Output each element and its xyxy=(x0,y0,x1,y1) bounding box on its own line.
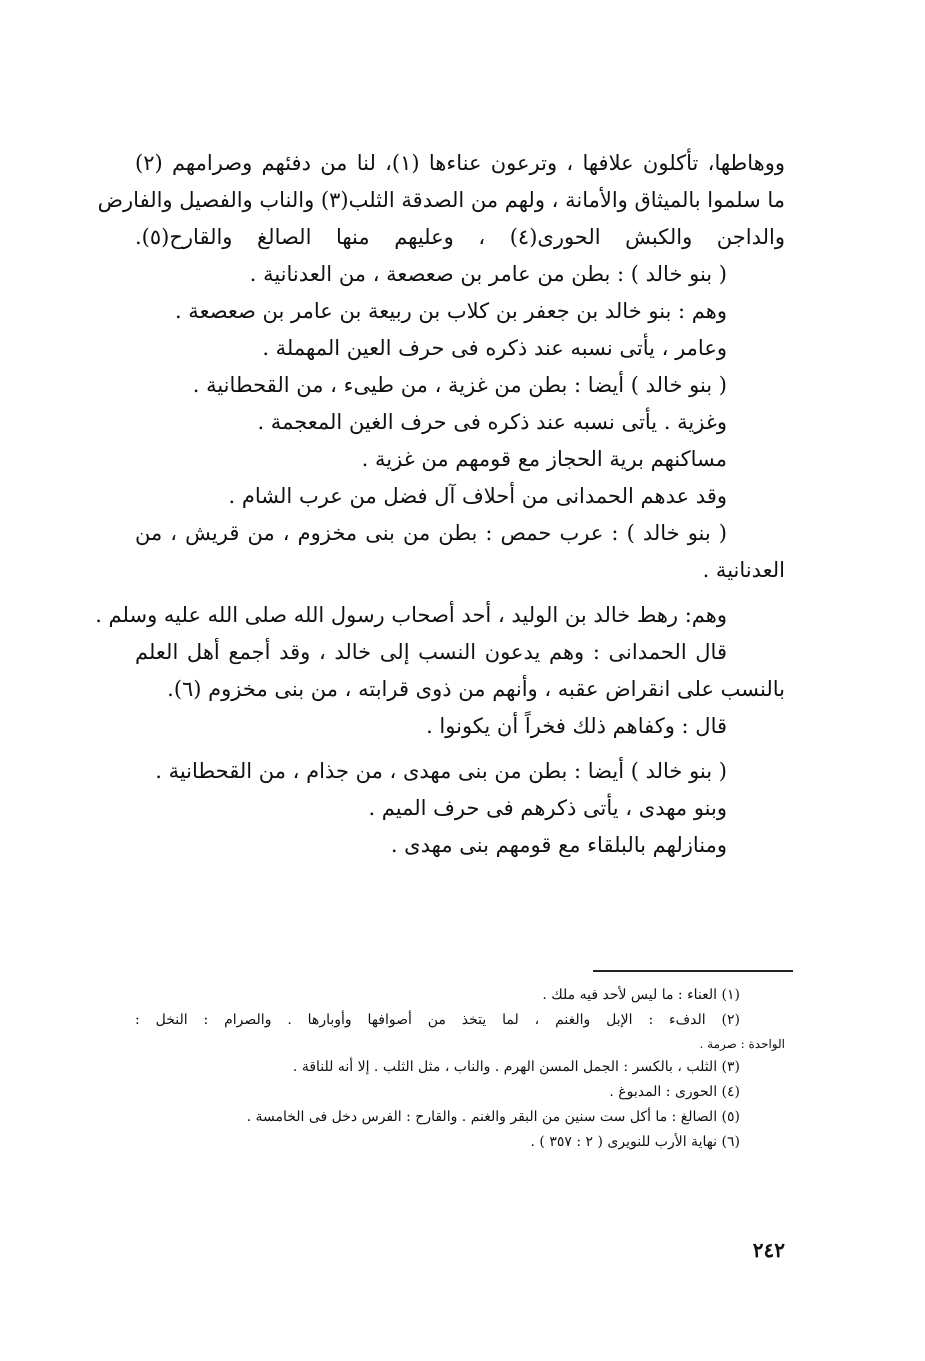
text-line: وقد عدهم الحمدانى من أحلاف آل فضل من عرب الشام . xyxy=(228,484,727,508)
text-line: والداجن والكبش الحورى(٤) ، وعليهم منها الصالغ والقارح(٥). xyxy=(135,225,785,249)
footnote-continuation: الواحدة : صرمة . xyxy=(699,1037,785,1051)
text-line: وهم: رهط خالد بن الوليد ، أحد أصحاب رسول الله صلى الله عليه وسلم . xyxy=(95,603,727,627)
text-line: ووهاطها، تأكلون علافها ، وترعون عناءها (١)، لنا من دفئهم وصرامهم (٢) xyxy=(135,151,785,175)
text-line: وهم : بنو خالد بن جعفر بن كلاب بن ربيعة بن عامر بن صعصعة . xyxy=(174,299,727,323)
main-text xyxy=(95,145,785,864)
footnotes xyxy=(135,983,785,1155)
footnote: (٦) نهاية الأرب للنويرى ( ٢ : ٣٥٧ ) . xyxy=(530,1134,740,1150)
text-line: ( بنو خالد ) : عرب حمص : بطن من بنى مخزوم ، من قريش ، من xyxy=(135,521,727,545)
text-line: وعامر ، يأتى نسبه عند ذكره فى حرف العين المهملة . xyxy=(262,336,727,360)
text-line: ما سلموا بالميثاق والأمانة ، ولهم من الصدقة الثلب(٣) والناب والفصيل والفارض xyxy=(97,188,785,212)
text-line: ومنازلهم بالبلقاء مع قومهم بنى مهدى . xyxy=(390,833,727,857)
text-line: ( بنو خالد ) أيضا : بطن من بنى مهدى ، من جذام ، من القحطانية . xyxy=(155,759,727,783)
text-line: قال الحمدانى : وهم يدعون النسب إلى خالد ، وقد أجمع أهل العلم xyxy=(135,640,727,664)
text-line: ( بنو خالد ) أيضا : بطن من غزية ، من طيىء ، من القحطانية . xyxy=(192,373,727,397)
text-line: قال : وكفاهم ذلك فخراً أن يكونوا . xyxy=(426,714,727,738)
footnote: (١) العناء : ما ليس لأحد فيه ملك . xyxy=(542,987,740,1003)
text-line: مساكنهم برية الحجاز مع قومهم من غزية . xyxy=(361,447,727,471)
footnote: (٥) الصالغ : ما أكل ست سنين من البقر والغنم . والقارح : الفرس دخل فى الخامسة . xyxy=(246,1109,740,1125)
text-line: وبنو مهدى ، يأتى ذكرهم فى حرف الميم . xyxy=(368,796,727,820)
text-line: ( بنو خالد ) : بطن من عامر بن صعصعة ، من العدنانية . xyxy=(249,262,727,286)
footnote: (٢) الدفء : الإبل والغنم ، لما يتخذ من أصوافها وأوبارها . والصرام : النخل : xyxy=(135,1012,740,1028)
footnote: (٤) الحورى : المدبوغ . xyxy=(609,1084,740,1100)
footnote-divider xyxy=(593,970,793,972)
page-number: ٢٤٢ xyxy=(752,1238,785,1262)
text-line: العدنانية . xyxy=(702,558,785,582)
text-line: وغزية . يأتى نسبه عند ذكره فى حرف الغين المعجمة . xyxy=(257,410,727,434)
text-line: بالنسب على انقراض عقبه ، وأنهم من ذوى قرابته ، من بنى مخزوم (٦). xyxy=(167,677,785,701)
footnote: (٣) الثلب ، بالكسر : الجمل المسن الهرم . والناب ، مثل الثلب . إلا أنه للناقة . xyxy=(292,1059,740,1075)
